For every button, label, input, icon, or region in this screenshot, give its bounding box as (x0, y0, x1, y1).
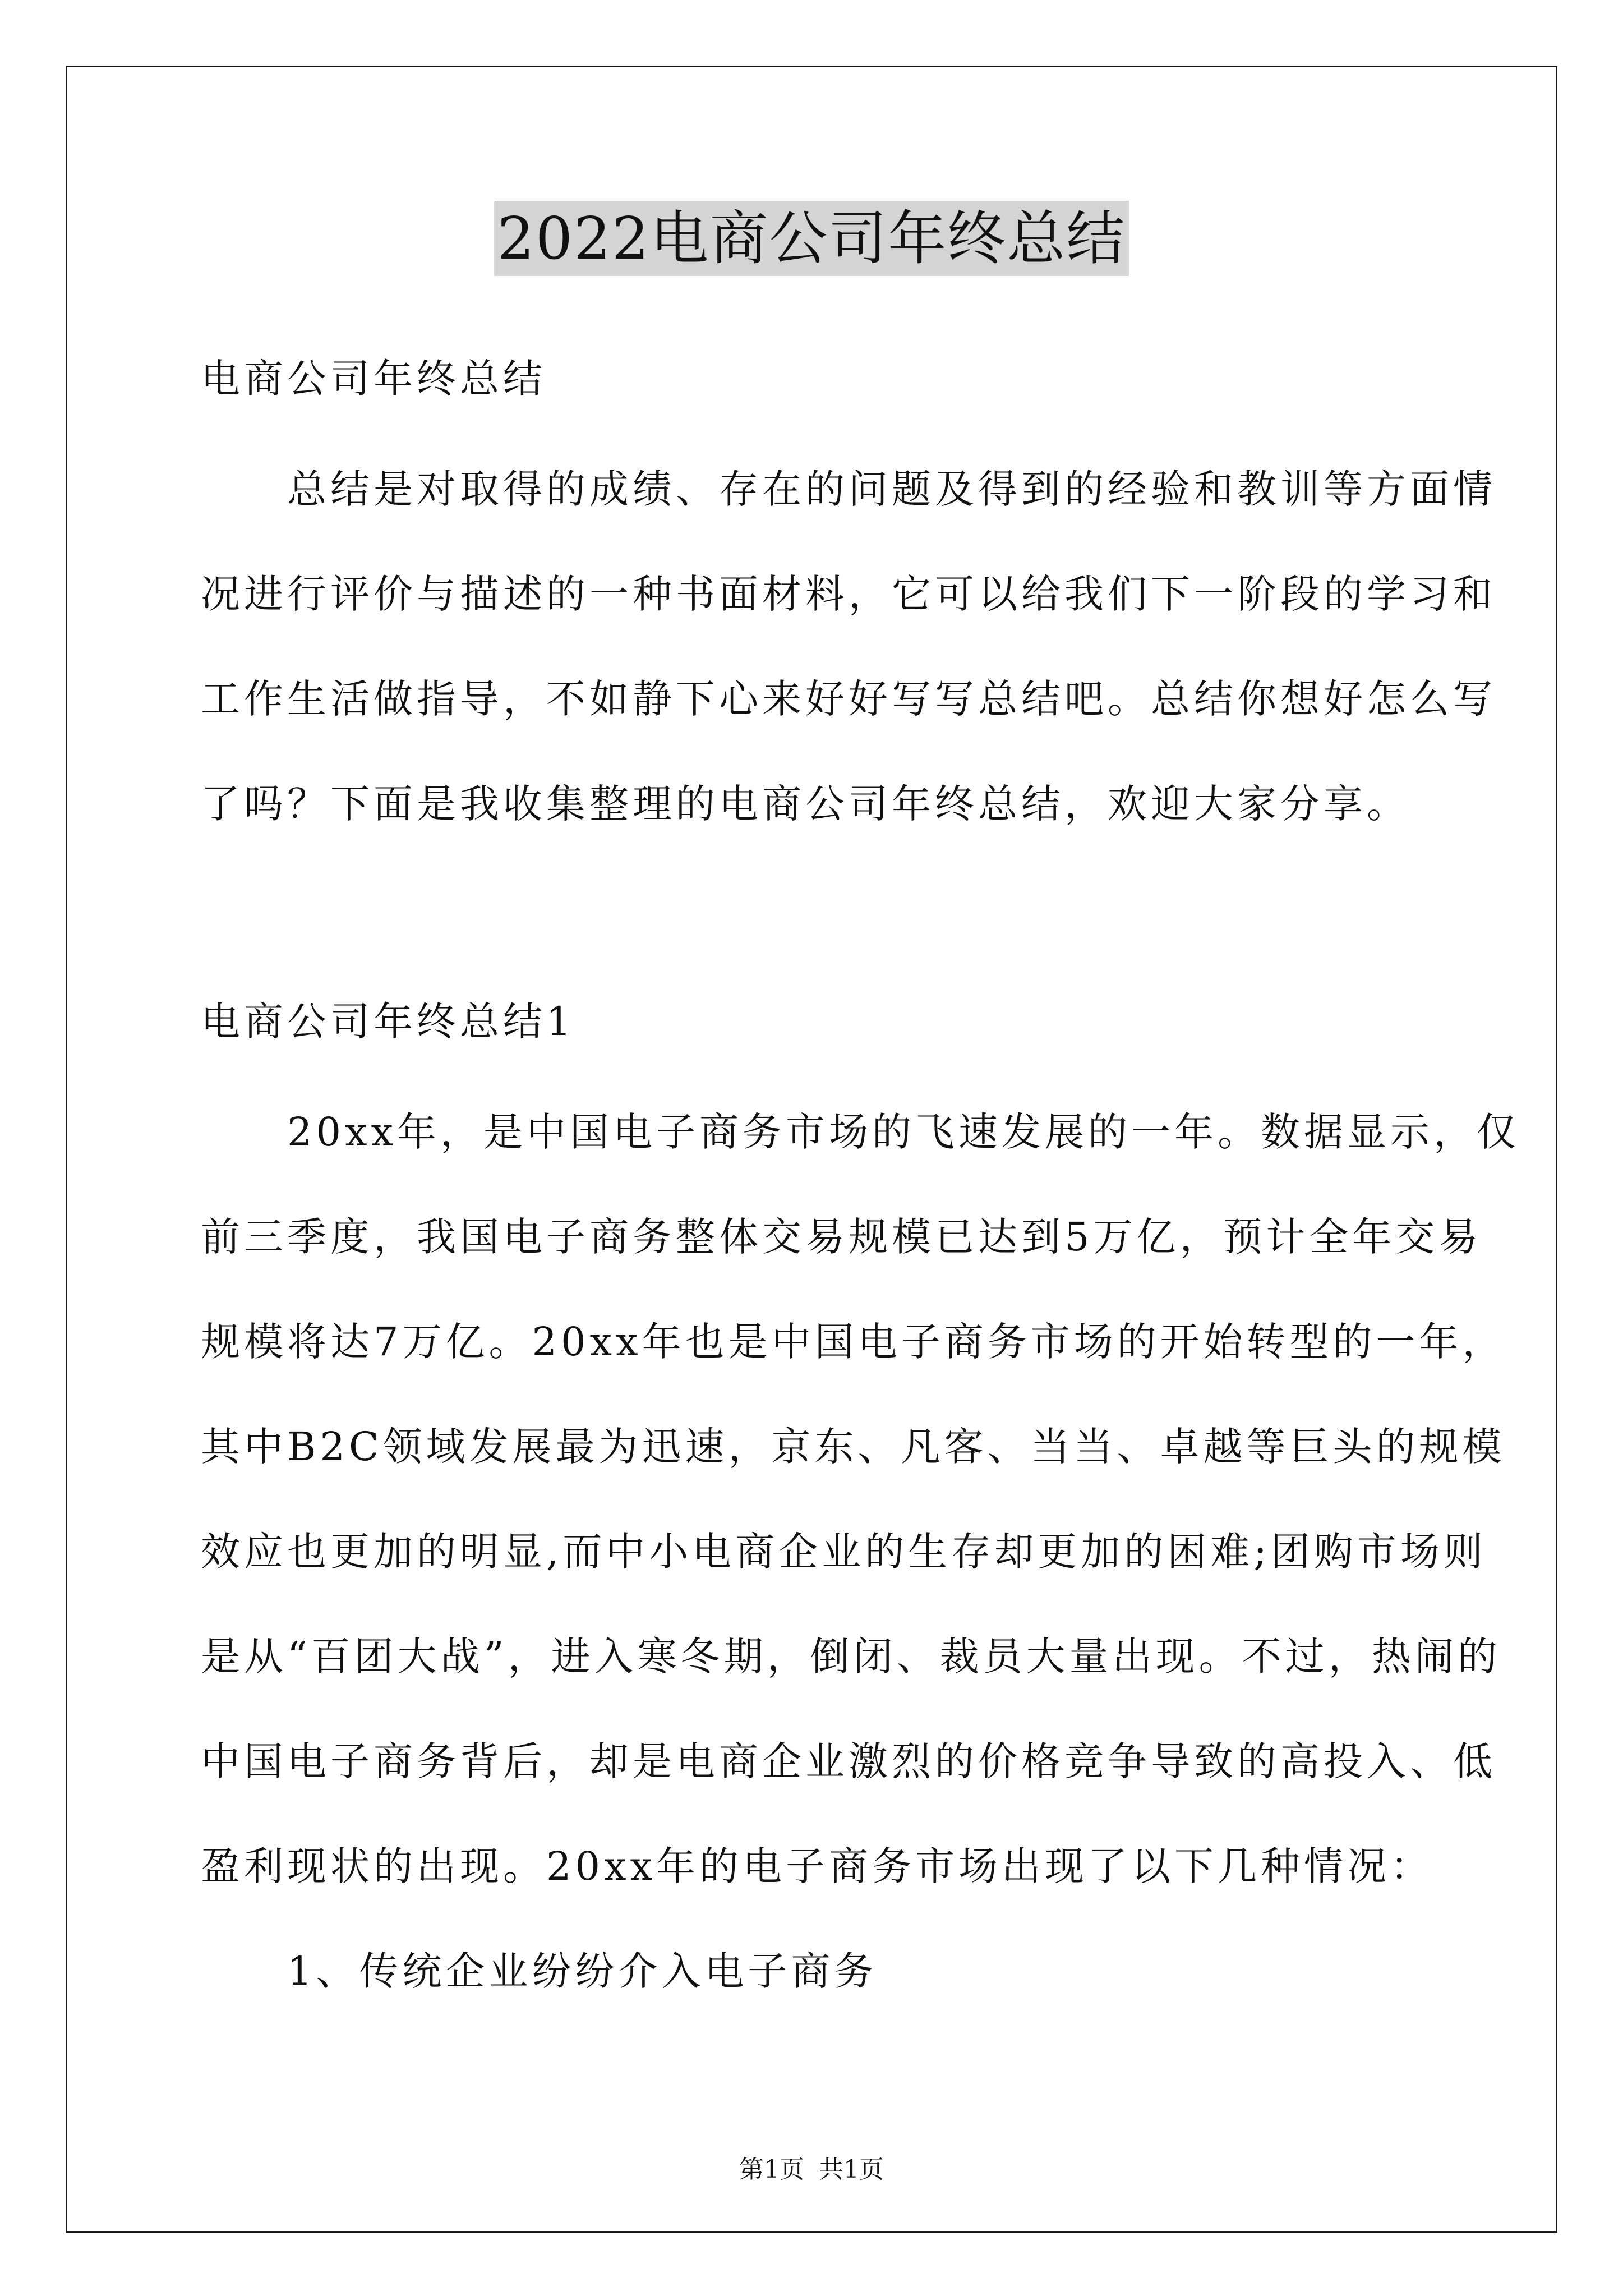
body-line: 前三季度，我国电子商务整体交易规模已达到5万亿，预计全年交易 (201, 1214, 1482, 1260)
intro-line: 总结是对取得的成绩、存在的问题及得到的经验和教训等方面情 (201, 466, 1496, 512)
intro-line: 况进行评价与描述的一种书面材料，它可以给我们下一阶段的学习和 (201, 571, 1496, 617)
title-container (0, 201, 1623, 276)
intro-line: 工作生活做指导，不如静下心来好好写写总结吧。总结你想好怎么写 (201, 676, 1496, 722)
body-line: 是从“百团大战”，进入寒冬期，倒闭、裁员大量出现。不过，热闹的 (201, 1634, 1501, 1680)
body-line: 其中B2C领域发展最为迅速，京东、凡客、当当、卓越等巨头的规模 (201, 1424, 1506, 1470)
page-number-total: 共1页 (819, 2155, 884, 2184)
body-line: 1、传统企业纷纷介入电子商务 (201, 1948, 878, 1994)
body-line: 盈利现状的出现。20xx年的电子商务市场出现了以下几种情况： (201, 1843, 1434, 1889)
page-number-current: 第1页 (739, 2155, 804, 2184)
page-footer (0, 2154, 1623, 2185)
document-title: 2022电商公司年终总结 (494, 201, 1129, 276)
body-line: 规模将达7万亿。20xx年也是中国电子商务市场的开始转型的一年， (201, 1319, 1506, 1365)
document-subtitle: 电商公司年终总结 (201, 356, 546, 402)
body-line: 效应也更加的明显,而中小电商企业的生存却更加的困难;团购市场则 (201, 1529, 1487, 1575)
section-heading: 电商公司年终总结1 (201, 999, 575, 1045)
intro-line: 了吗？下面是我收集整理的电商公司年终总结，欢迎大家分享。 (201, 781, 1410, 827)
body-line: 中国电子商务背后，却是电商企业激烈的价格竞争导致的高投入、低 (201, 1738, 1496, 1784)
body-line: 20xx年，是中国电子商务市场的飞速发展的一年。数据显示，仅 (201, 1109, 1520, 1155)
